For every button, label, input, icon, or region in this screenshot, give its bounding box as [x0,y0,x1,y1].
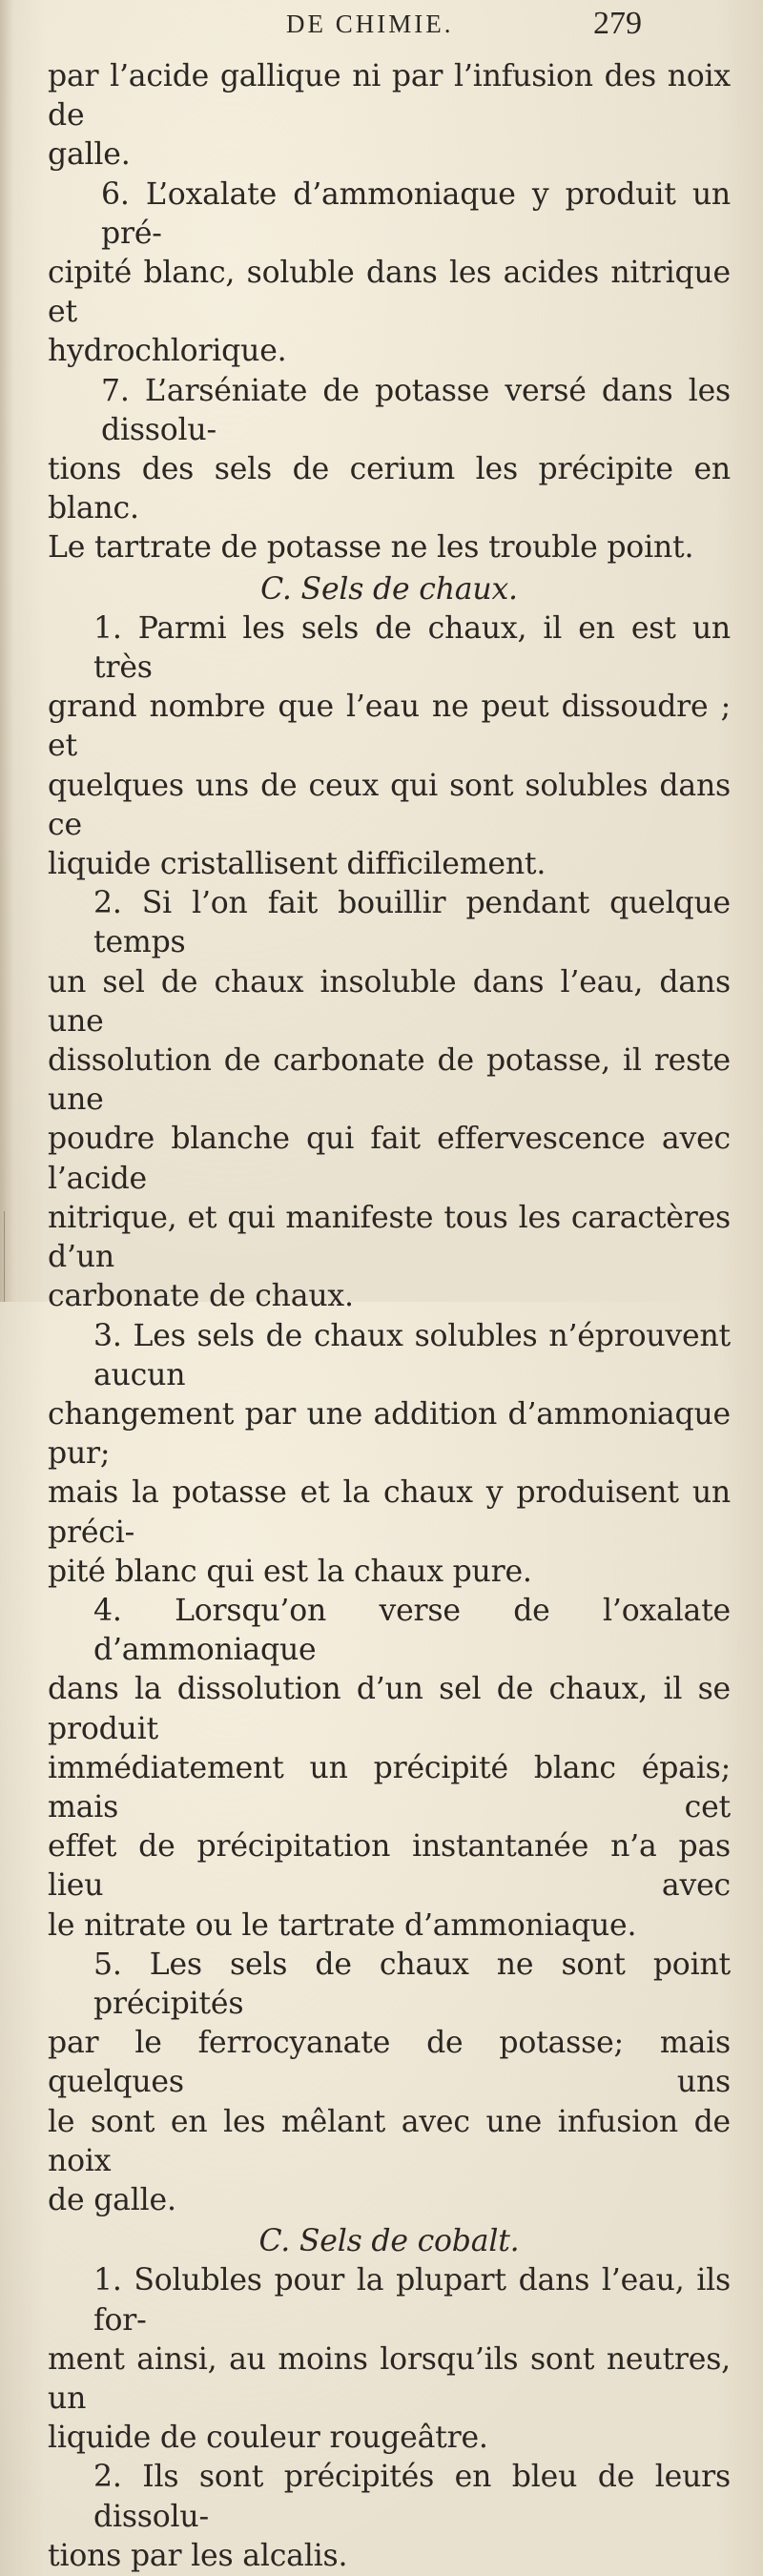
paragraph-2-line: 2. Si l’on fait bouillir pendant quelque temps [93,886,731,960]
text-line: changement par une addition d’ammoniaque pur; [48,1396,731,1472]
text-line: le sont en les mêlant avec une infusion de noix [48,2104,731,2178]
text-line: dans la dissolution d’un sel de chaux, il se produit [48,1672,731,1746]
text-line: cipité blanc, soluble dans les acides nitrique et [48,256,731,330]
text-line: pité blanc qui est la chaux pure. [48,1554,532,1589]
text-line: de galle. [48,2182,176,2217]
paragraph-2-line: 2. Ils sont précipités en bleu de leurs dissolu- [93,2460,731,2534]
paragraph-7-line: 7. L’arséniate de potasse versé dans les dissolu- [101,373,731,447]
section-heading-chaux: C. Sels de chaux. [260,571,518,607]
text-line: Le tartrate de potasse ne les trouble point. [48,530,694,566]
text-line: grand nombre que l’eau ne peut dissoudre ; et [48,690,731,764]
section-heading-cobalt: C. Sels de cobalt. [258,2224,520,2259]
text-line: carbonate de chaux. [48,1279,354,1314]
text-line: hydrochlorique. [48,334,287,369]
page-edge-line [4,1211,5,1302]
text-line: mais la potasse et la chaux y produisent un préci- [48,1475,731,1550]
paragraph-1-line: 1. Solubles pour la plupart dans l’eau, ils for- [93,2263,731,2338]
text-line: par l’acide gallique ni par l’infusion des noix de [48,59,731,134]
paragraph-4-line: 4. Lorsqu’on verse de l’oxalate d’ammoniaque [93,1593,731,1668]
text-line: poudre blanche qui fait effervescence avec l’acide [48,1122,731,1196]
text-line: tions par les alcalis. [48,2538,348,2573]
text-line: effet de précipitation instantanée n’a pas lieu avec [48,1829,731,1904]
paragraph-6-line: 6. L’oxalate d’ammoniaque y produit un pré- [101,176,731,251]
text-line: immédiatement un précipité blanc épais; mais cet [48,1750,731,1824]
text-line: ment ainsi, au moins lorsqu’ils sont neutres, un [48,2341,731,2416]
text-line: un sel de chaux insoluble dans l’eau, dans une [48,964,731,1039]
page-number: 279 [593,6,642,41]
text-line: nitrique, et qui manifeste tous les caractères d’un [48,1200,731,1275]
text-line: par le ferrocyanate de potasse; mais quelques uns [48,2026,731,2100]
paragraph-3-line: 3. Les sels de chaux solubles n’éprouvent aucun [93,1318,731,1392]
page-body [48,57,731,2576]
text-line: tions des sels de cerium les précipite en blanc. [48,452,731,526]
running-head: DE CHIMIE. [286,10,454,38]
text-line: liquide de couleur rougeâtre. [48,2421,488,2456]
page-gutter-shadow [0,0,13,1302]
text-line: galle. [48,137,131,173]
page-header [0,6,763,52]
text-line: le nitrate ou le tartrate d’ammoniaque. [48,1907,637,1943]
text-line: quelques uns de ceux qui sont solubles dans ce [48,768,731,842]
text-line: liquide cristallisent difficilement. [48,847,546,882]
paragraph-1-line: 1. Parmi les sels de chaux, il en est un très [93,610,731,686]
paragraph-5-line: 5. Les sels de chaux ne sont point précipités [93,1947,731,2021]
text-line: dissolution de carbonate de potasse, il reste une [48,1043,731,1118]
